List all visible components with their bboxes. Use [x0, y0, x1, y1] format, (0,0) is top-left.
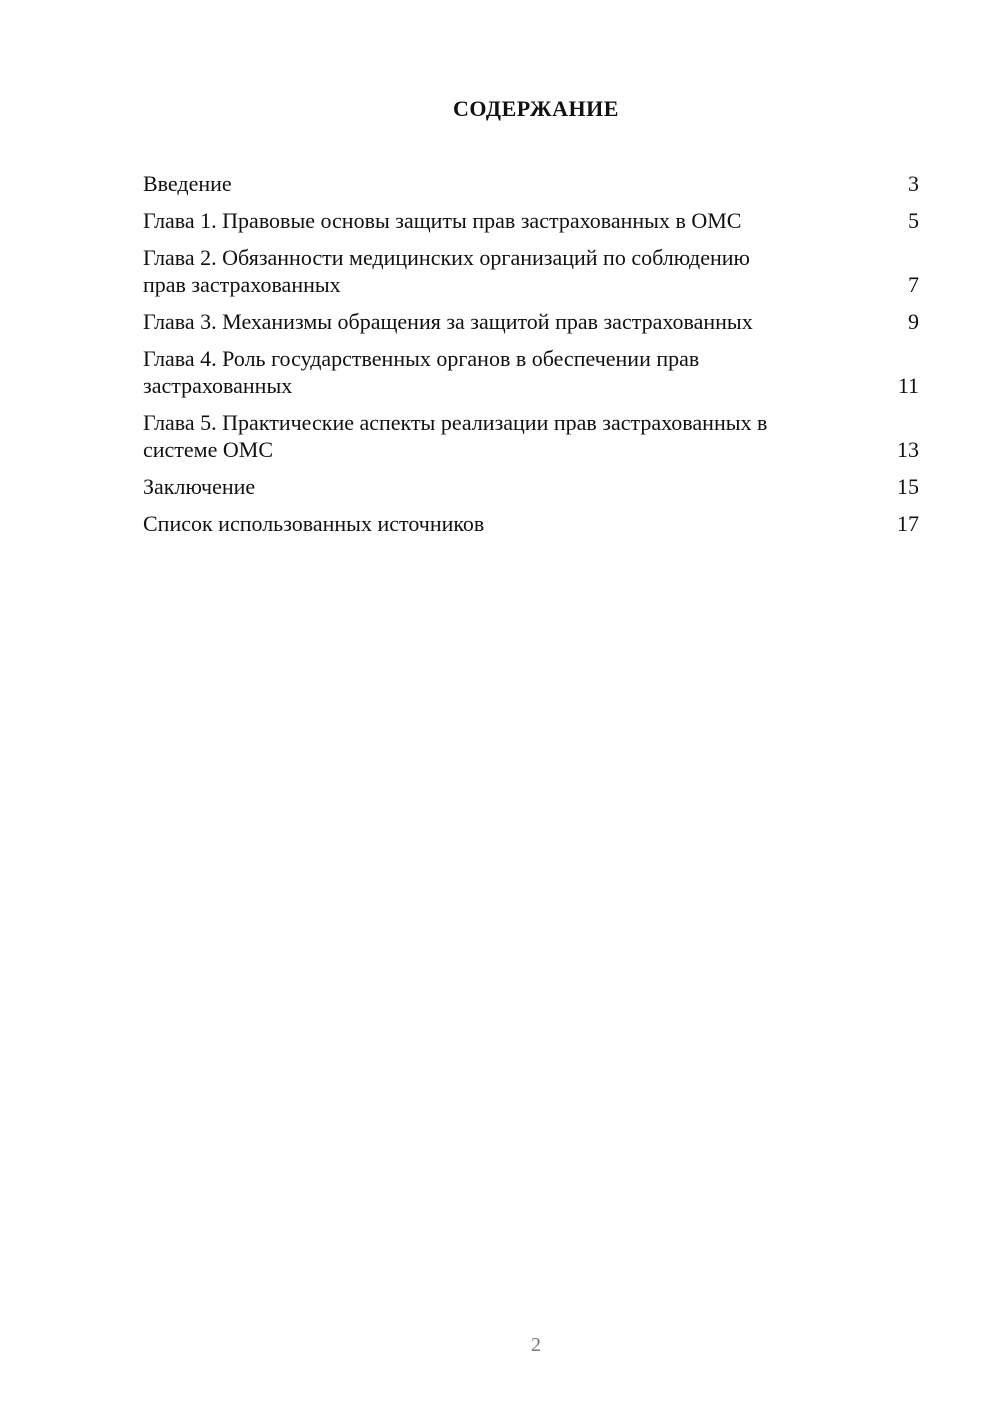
toc-entry-page: 13: [897, 437, 919, 462]
toc-entry-page: 15: [897, 474, 919, 499]
toc-entry-page: 17: [897, 511, 919, 536]
toc-entry-page: 3: [908, 171, 919, 196]
toc-entry-chapter-1: [143, 207, 919, 234]
page-title: СОДЕРЖАНИЕ: [453, 96, 619, 121]
toc-entry-page: 7: [908, 272, 919, 297]
toc-entry-label: Глава 3. Механизмы обращения за защитой прав застрахованных: [143, 309, 753, 334]
toc-entry-chapter-5: [143, 409, 919, 463]
toc-entry-chapter-2: [143, 244, 919, 298]
toc-entry-introduction: [143, 170, 919, 197]
toc-entry-label: Список использованных источников: [143, 511, 485, 536]
page-number: 2: [531, 1334, 541, 1356]
toc-entry-label: Глава 5. Практические аспекты реализации прав застрахованных в системе ОМС: [143, 410, 768, 462]
toc-entry-label: Глава 1. Правовые основы защиты прав застрахованных в ОМС: [143, 208, 742, 233]
toc-entry-label: Глава 2. Обязанности медицинских организаций по соблюдению прав застрахованных: [143, 245, 750, 297]
toc-entry-label: Заключение: [143, 474, 256, 499]
toc-entry-chapter-3: [143, 308, 919, 335]
toc-entry-page: 5: [908, 208, 919, 233]
toc-entry-page: 9: [908, 309, 919, 334]
toc-entry-page: 11: [897, 373, 919, 398]
toc-entry-label: Глава 4. Роль государственных органов в обеспечении прав застрахованных: [143, 346, 700, 398]
toc-entry-label: Введение: [143, 171, 232, 196]
toc-entry-chapter-4: [143, 345, 919, 399]
toc-entry-conclusion: [143, 473, 919, 500]
table-of-contents: [143, 170, 919, 547]
toc-entry-references: [143, 510, 919, 537]
